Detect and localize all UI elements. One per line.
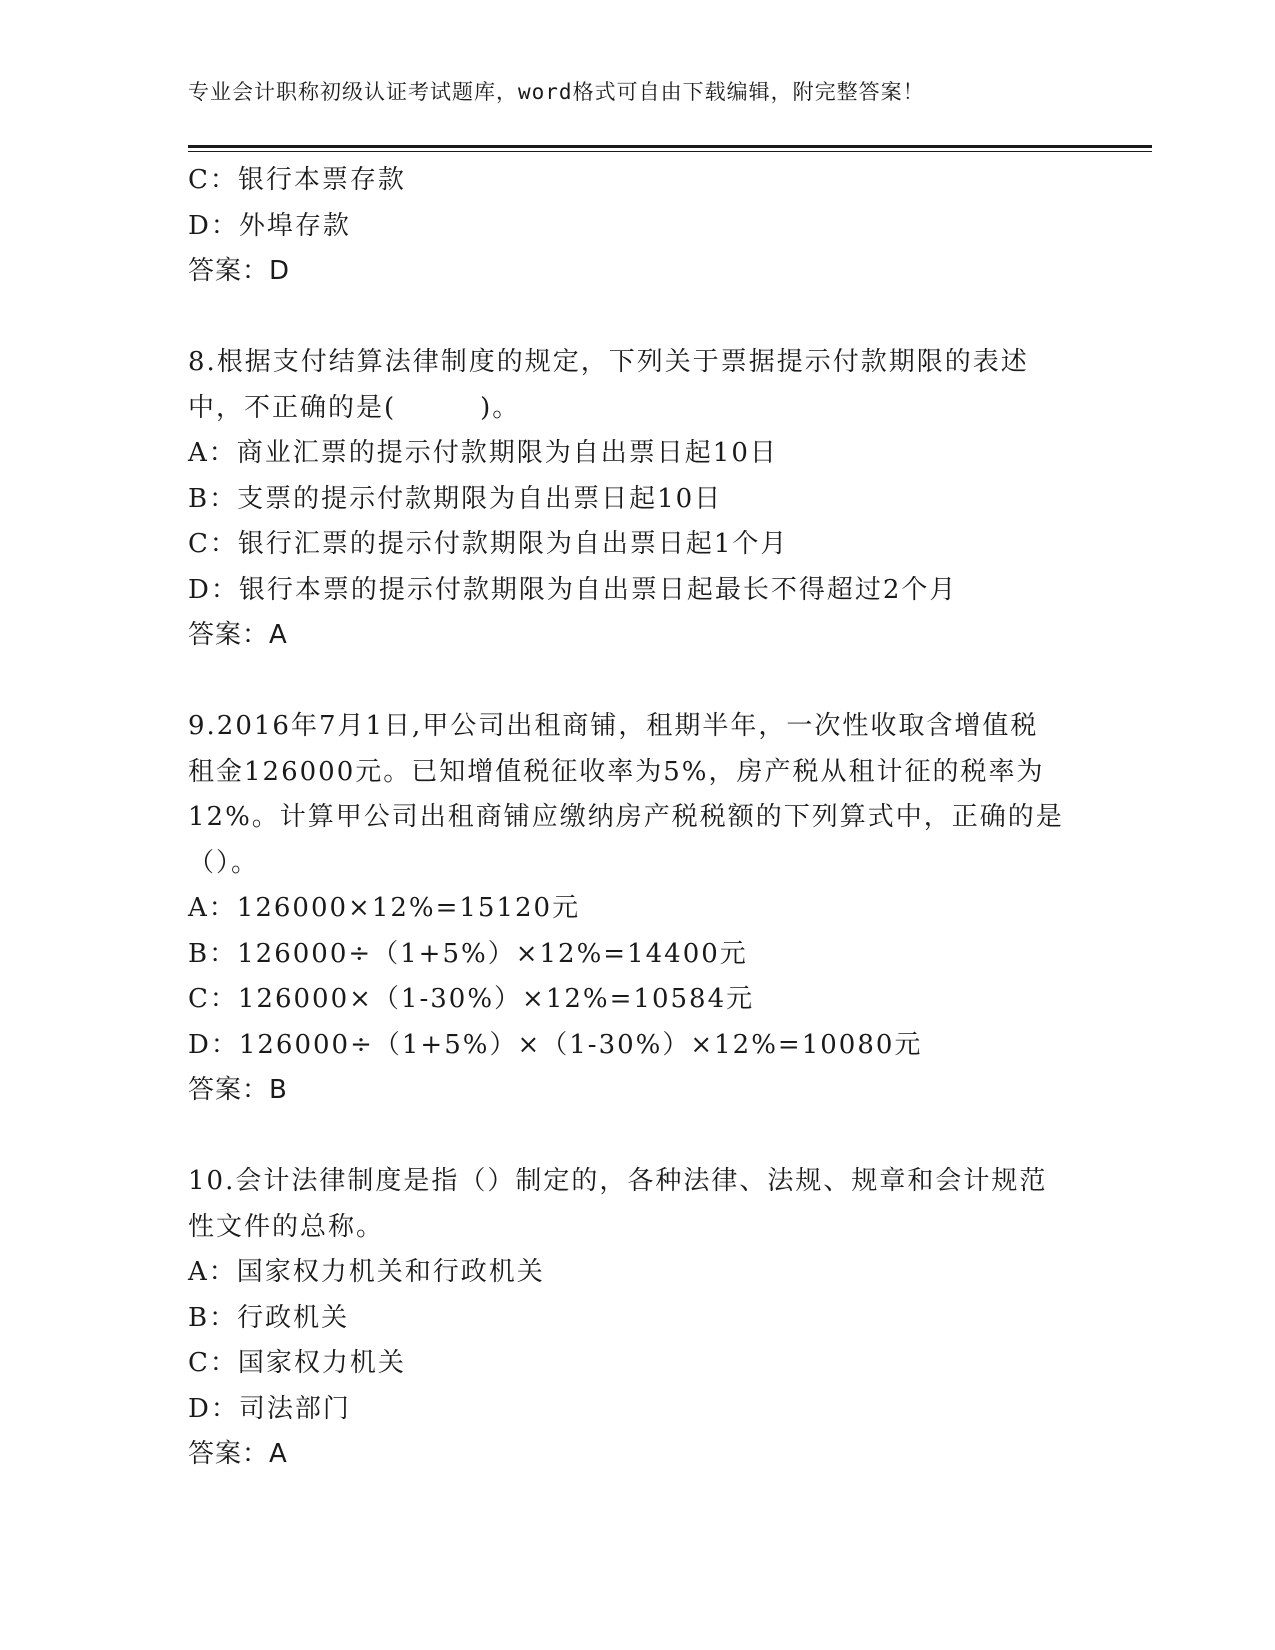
question-stem: 12%。计算甲公司出租商铺应缴纳房产税税额的下列算式中，正确的是 [188, 802, 1064, 832]
option-c: C：国家权力机关 [188, 1348, 406, 1378]
question-7-continuation [188, 158, 1088, 295]
option-a: A：商业汇票的提示付款期限为自出票日起10日 [188, 438, 778, 468]
option-d: D：银行本票的提示付款期限为自出票日起最长不得超过2个月 [188, 574, 958, 605]
answer-line: 答案：A [188, 620, 288, 650]
option-c: C：126000×（1-30%）×12%=10584元 [188, 984, 755, 1014]
question-stem: 8.根据支付结算法律制度的规定，下列关于票据提示付款期限的表述 [188, 347, 1029, 377]
header-rule-thin [188, 151, 1152, 152]
question-9 [188, 704, 1088, 1114]
question-stem: （）。 [188, 847, 260, 878]
answer-line: 答案：A [188, 1439, 288, 1469]
spacer [188, 659, 1088, 705]
option-a: A：国家权力机关和行政机关 [188, 1257, 545, 1287]
exam-content [188, 158, 1088, 1478]
option-d: D：外埠存款 [188, 210, 351, 241]
option-c: C：银行本票存款 [188, 165, 406, 195]
question-10 [188, 1159, 1088, 1478]
question-stem: 9.2016年7月1日,甲公司出租商铺，租期半年，一次性收取含增值税 [188, 711, 1039, 741]
header-rule-thick [188, 145, 1152, 148]
question-stem: 中，不正确的是( )。 [188, 392, 521, 423]
answer-line: 答案：D [188, 256, 291, 286]
question-stem: 租金126000元。已知增值税征收率为5%，房产税从租计征的税率为 [188, 756, 1045, 787]
question-stem: 10.会计法律制度是指（）制定的，各种法律、法规、规章和会计规范 [188, 1166, 1048, 1196]
spacer [188, 1114, 1088, 1160]
option-c: C：银行汇票的提示付款期限为自出票日起1个月 [188, 529, 789, 559]
option-b: B：126000÷（1+5%）×12%=14400元 [188, 938, 748, 969]
option-d: D：126000÷（1+5%）×（1-30%）×12%=10080元 [188, 1029, 923, 1060]
question-stem: 性文件的总称。 [188, 1211, 385, 1242]
spacer [188, 295, 1088, 341]
page-header: 专业会计职称初级认证考试题库，word格式可自由下载编辑，附完整答案！ [188, 80, 925, 104]
answer-line: 答案：B [188, 1075, 288, 1105]
option-b: B：行政机关 [188, 1302, 350, 1333]
option-b: B：支票的提示付款期限为自出票日起10日 [188, 483, 723, 514]
question-8 [188, 340, 1088, 659]
option-d: D：司法部门 [188, 1393, 351, 1424]
option-a: A：126000×12%=15120元 [188, 893, 581, 923]
